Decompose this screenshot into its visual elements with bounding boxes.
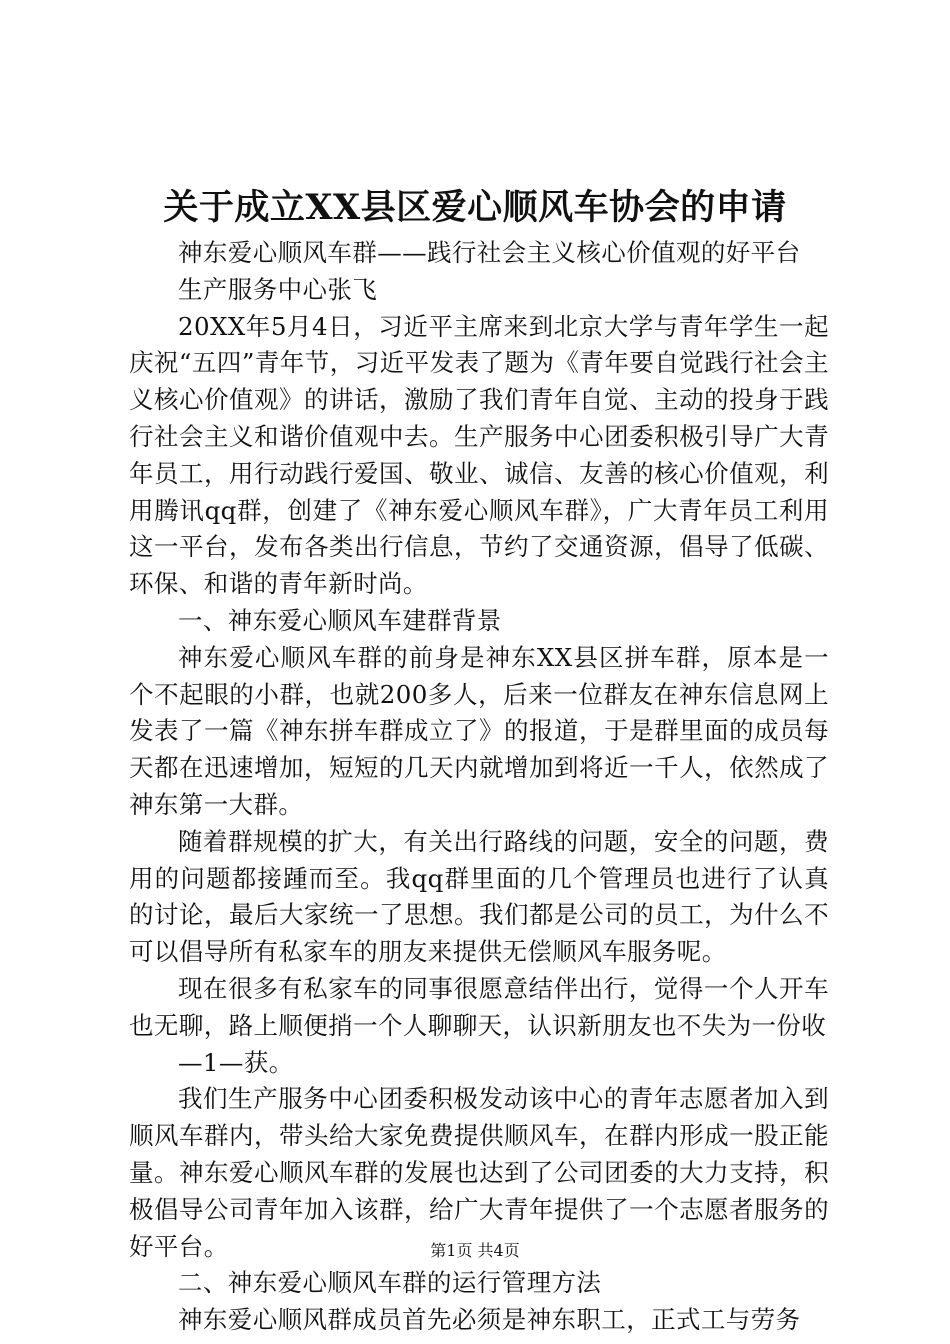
body-paragraph: 随着群规模的扩大，有关出行路线的问题，安全的问题，费用的问题都接踵而至。我qq群里面的几个管理员也进行了认真的讨论，最后大家统一了思想。我们都是公司的员工，为什么不可以倡导所有私家车的朋友来提供无偿顺风车服务呢。 bbox=[129, 826, 829, 967]
author-paragraph: 生产服务中心张飞 bbox=[178, 274, 378, 304]
subtitle-paragraph: 神东爱心顺风车群——践行社会主义核心价值观的好平台 bbox=[178, 238, 801, 267]
page-marker-paragraph: —1—获。 bbox=[178, 1047, 294, 1077]
body-paragraph: 20XX年5月4日，习近平主席来到北京大学与青年学生一起庆祝“五四”青年节，习近平发表了题为《青年要自觉践行社会主义核心价值观》的讲话，激励了我们青年自觉、主动的投身于践行社会主义和谐价值观中去。生产服务中心团委积极引导广大青年员工，用行动践行爱国、敬业、诚信、友善的核心价值观，利用腾讯qq群，创建了《神东爱心顺风车群》，广大青年员工利用这一平台，发布各类出行信息，节约了交通资源，倡导了低碳、环保、和谐的青年新时尚。 bbox=[129, 311, 829, 599]
body-paragraph: 神东爱心顺风群成员首先必须是神东职工，正式工与劳务 bbox=[178, 1305, 801, 1335]
page-footer: 第1页 共4页 bbox=[430, 1241, 520, 1260]
document-body bbox=[129, 235, 829, 1339]
body-paragraph: 神东爱心顺风车群的前身是神东XX县区拼车群，原本是一个不起眼的小群，也就200多人，后来一位群友在神东信息网上发表了一篇《神东拼车群成立了》的报道，于是群里面的成员每天都在迅速增加，短短的几天内就增加到将近一千人，依然成了神东第一大群。 bbox=[129, 642, 829, 819]
section-heading: 一、神东爱心顺风车建群背景 bbox=[178, 605, 502, 635]
body-paragraph: 我们生产服务中心团委积极发动该中心的青年志愿者加入到顺风车群内，带头给大家免费提供顺风车，在群内形成一股正能量。神东爱心顺风车群的发展也达到了公司团委的大力支持，积极倡导公司青年加入该群，给广大青年提供了一个志愿者服务的好平台。 bbox=[129, 1084, 829, 1261]
body-paragraph: 现在很多有私家车的同事很愿意结伴出行，觉得一个人开车也无聊，路上顺便捎一个人聊聊天，认识新朋友也不失为一份收 bbox=[129, 973, 829, 1040]
document-title: 关于成立XX县区爱心顺风车协会的申请 bbox=[163, 187, 787, 228]
section-heading: 二、神东爱心顺风车群的运行管理方法 bbox=[178, 1268, 602, 1298]
